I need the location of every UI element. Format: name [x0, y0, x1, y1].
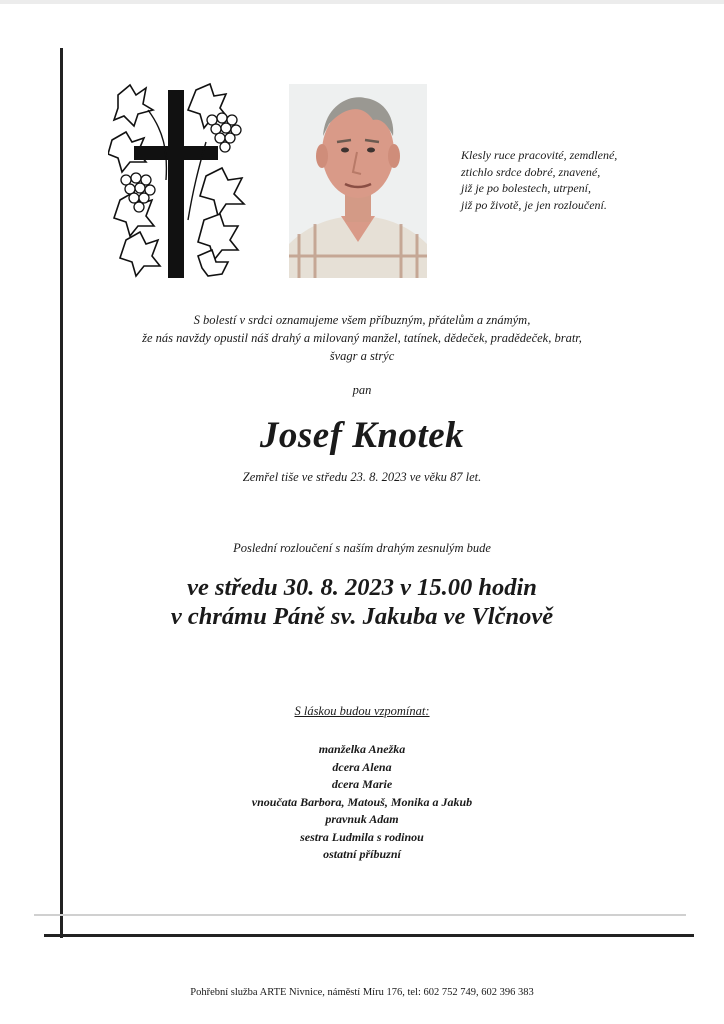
mourner: dcera Marie: [331, 777, 393, 791]
intro-line: švagr a strýc: [329, 349, 395, 363]
portrait-illustration: [289, 84, 427, 278]
announcement-text: [0, 311, 724, 365]
page-top-edge: [0, 0, 724, 4]
ceremony-place: v chrámu Páně sv. Jakuba ve Vlčnově: [170, 603, 554, 630]
mourners-list: [0, 741, 724, 864]
mourner: ostatní příbuzní: [323, 847, 401, 861]
mourner: sestra Ludmila s rodinou: [300, 829, 424, 844]
mourner: dcera Alena: [332, 759, 392, 774]
cross-vine-icon: [108, 80, 258, 280]
intro-line: že nás navždy opustil náš drahý a milovaný manžel, tatínek, dědeček, pradědeček, bratr,: [142, 331, 582, 345]
title-pan: pan: [352, 383, 372, 397]
ceremony-details: [0, 573, 724, 631]
poem-line: již po životě, je jen rozloučení.: [461, 197, 607, 212]
mourner: pravnuk Adam: [325, 812, 399, 826]
poem-line: Klesly ruce pracovité, zemdlené,: [461, 148, 618, 162]
mourner: vnoučata Barbora, Matouš, Monika a Jakub: [251, 794, 473, 809]
footer-divider: [44, 934, 694, 937]
death-notice: Zemřel tiše ve středu 23. 8. 2023 ve věku 87 let.: [242, 470, 482, 484]
mourner: manželka Anežka: [318, 742, 406, 756]
poem-line: ztichlo srdce dobré, znavené,: [461, 164, 601, 179]
footer-divider-light: [34, 914, 686, 916]
farewell-text: Poslední rozloučení s naším drahým zesnulým bude: [233, 541, 491, 555]
intro-line: S bolestí v srdci oznamujeme všem příbuzným, přátelům a známým,: [193, 313, 531, 327]
poem: [461, 147, 681, 213]
deceased-name: Josef Knotek: [259, 415, 465, 456]
ceremony-date: ve středu 30. 8. 2023 v 15.00 hodin: [187, 574, 537, 601]
poem-line: již je po bolestech, utrpení,: [461, 181, 591, 195]
portrait-photo: [289, 84, 427, 278]
funeral-service-footer: Pohřební služba ARTE Nivnice, náměstí Míru 176, tel: 602 752 749, 602 396 383: [190, 987, 534, 998]
remember-heading: S láskou budou vzpomínat:: [294, 704, 430, 718]
